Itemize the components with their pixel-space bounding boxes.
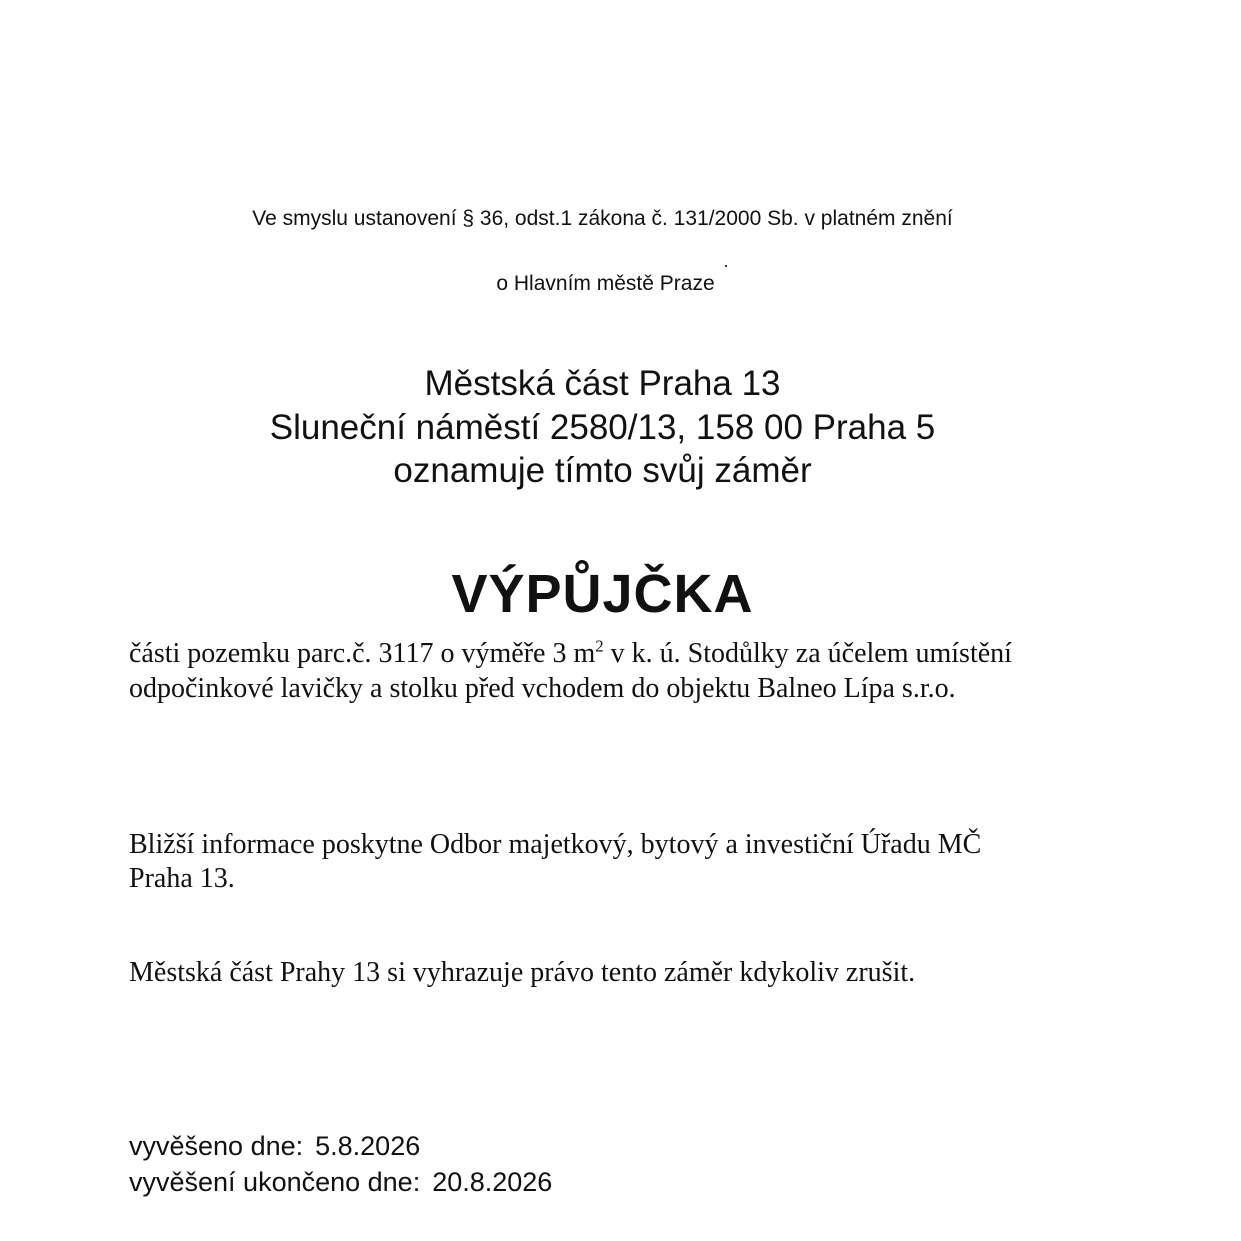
description-text-before: části pozemku parc.č. 3117 o výměře 3 m	[129, 638, 596, 669]
end-date-value: 20.8.2026	[432, 1167, 553, 1197]
description-line-2: odpočinkové lavičky a stolku před vchodem do objektu Balneo Lípa s.r.o.	[129, 673, 956, 704]
info-line-2: Praha 13.	[129, 863, 235, 894]
end-date-label: vyvěšení ukončeno dne:	[129, 1167, 421, 1197]
scan-speck	[725, 265, 727, 267]
superscript-exponent: 2	[595, 636, 604, 656]
posted-date-line	[129, 1130, 420, 1162]
description-line-1	[129, 638, 1012, 670]
organization-address: Sluneční náměstí 2580/13, 158 00 Praha 5	[269, 408, 936, 447]
legal-reference-line-1: Ve smyslu ustanovení § 36, odst.1 zákona č. 131/2000 Sb. v platném znění	[252, 207, 953, 230]
organization-name: Městská část Praha 13	[424, 364, 781, 403]
document-title: VÝPŮJČKA	[451, 564, 754, 624]
reservation-notice: Městská část Prahy 13 si vyhrazuje právo tento záměr kdykoliv zrušit.	[129, 957, 916, 988]
end-date-line	[129, 1166, 552, 1198]
posted-date-label: vyvěšeno dne:	[129, 1131, 304, 1161]
description-text-after: v k. ú. Stodůlky za účelem umístění	[603, 638, 1012, 669]
announcement-text: oznamuje tímto svůj záměr	[393, 451, 812, 490]
posted-date-value: 5.8.2026	[315, 1131, 421, 1161]
info-line-1: Bližší informace poskytne Odbor majetkový, bytový a investiční Úřadu MČ	[129, 829, 982, 860]
legal-reference-line-2: o Hlavním městě Praze	[496, 272, 715, 295]
